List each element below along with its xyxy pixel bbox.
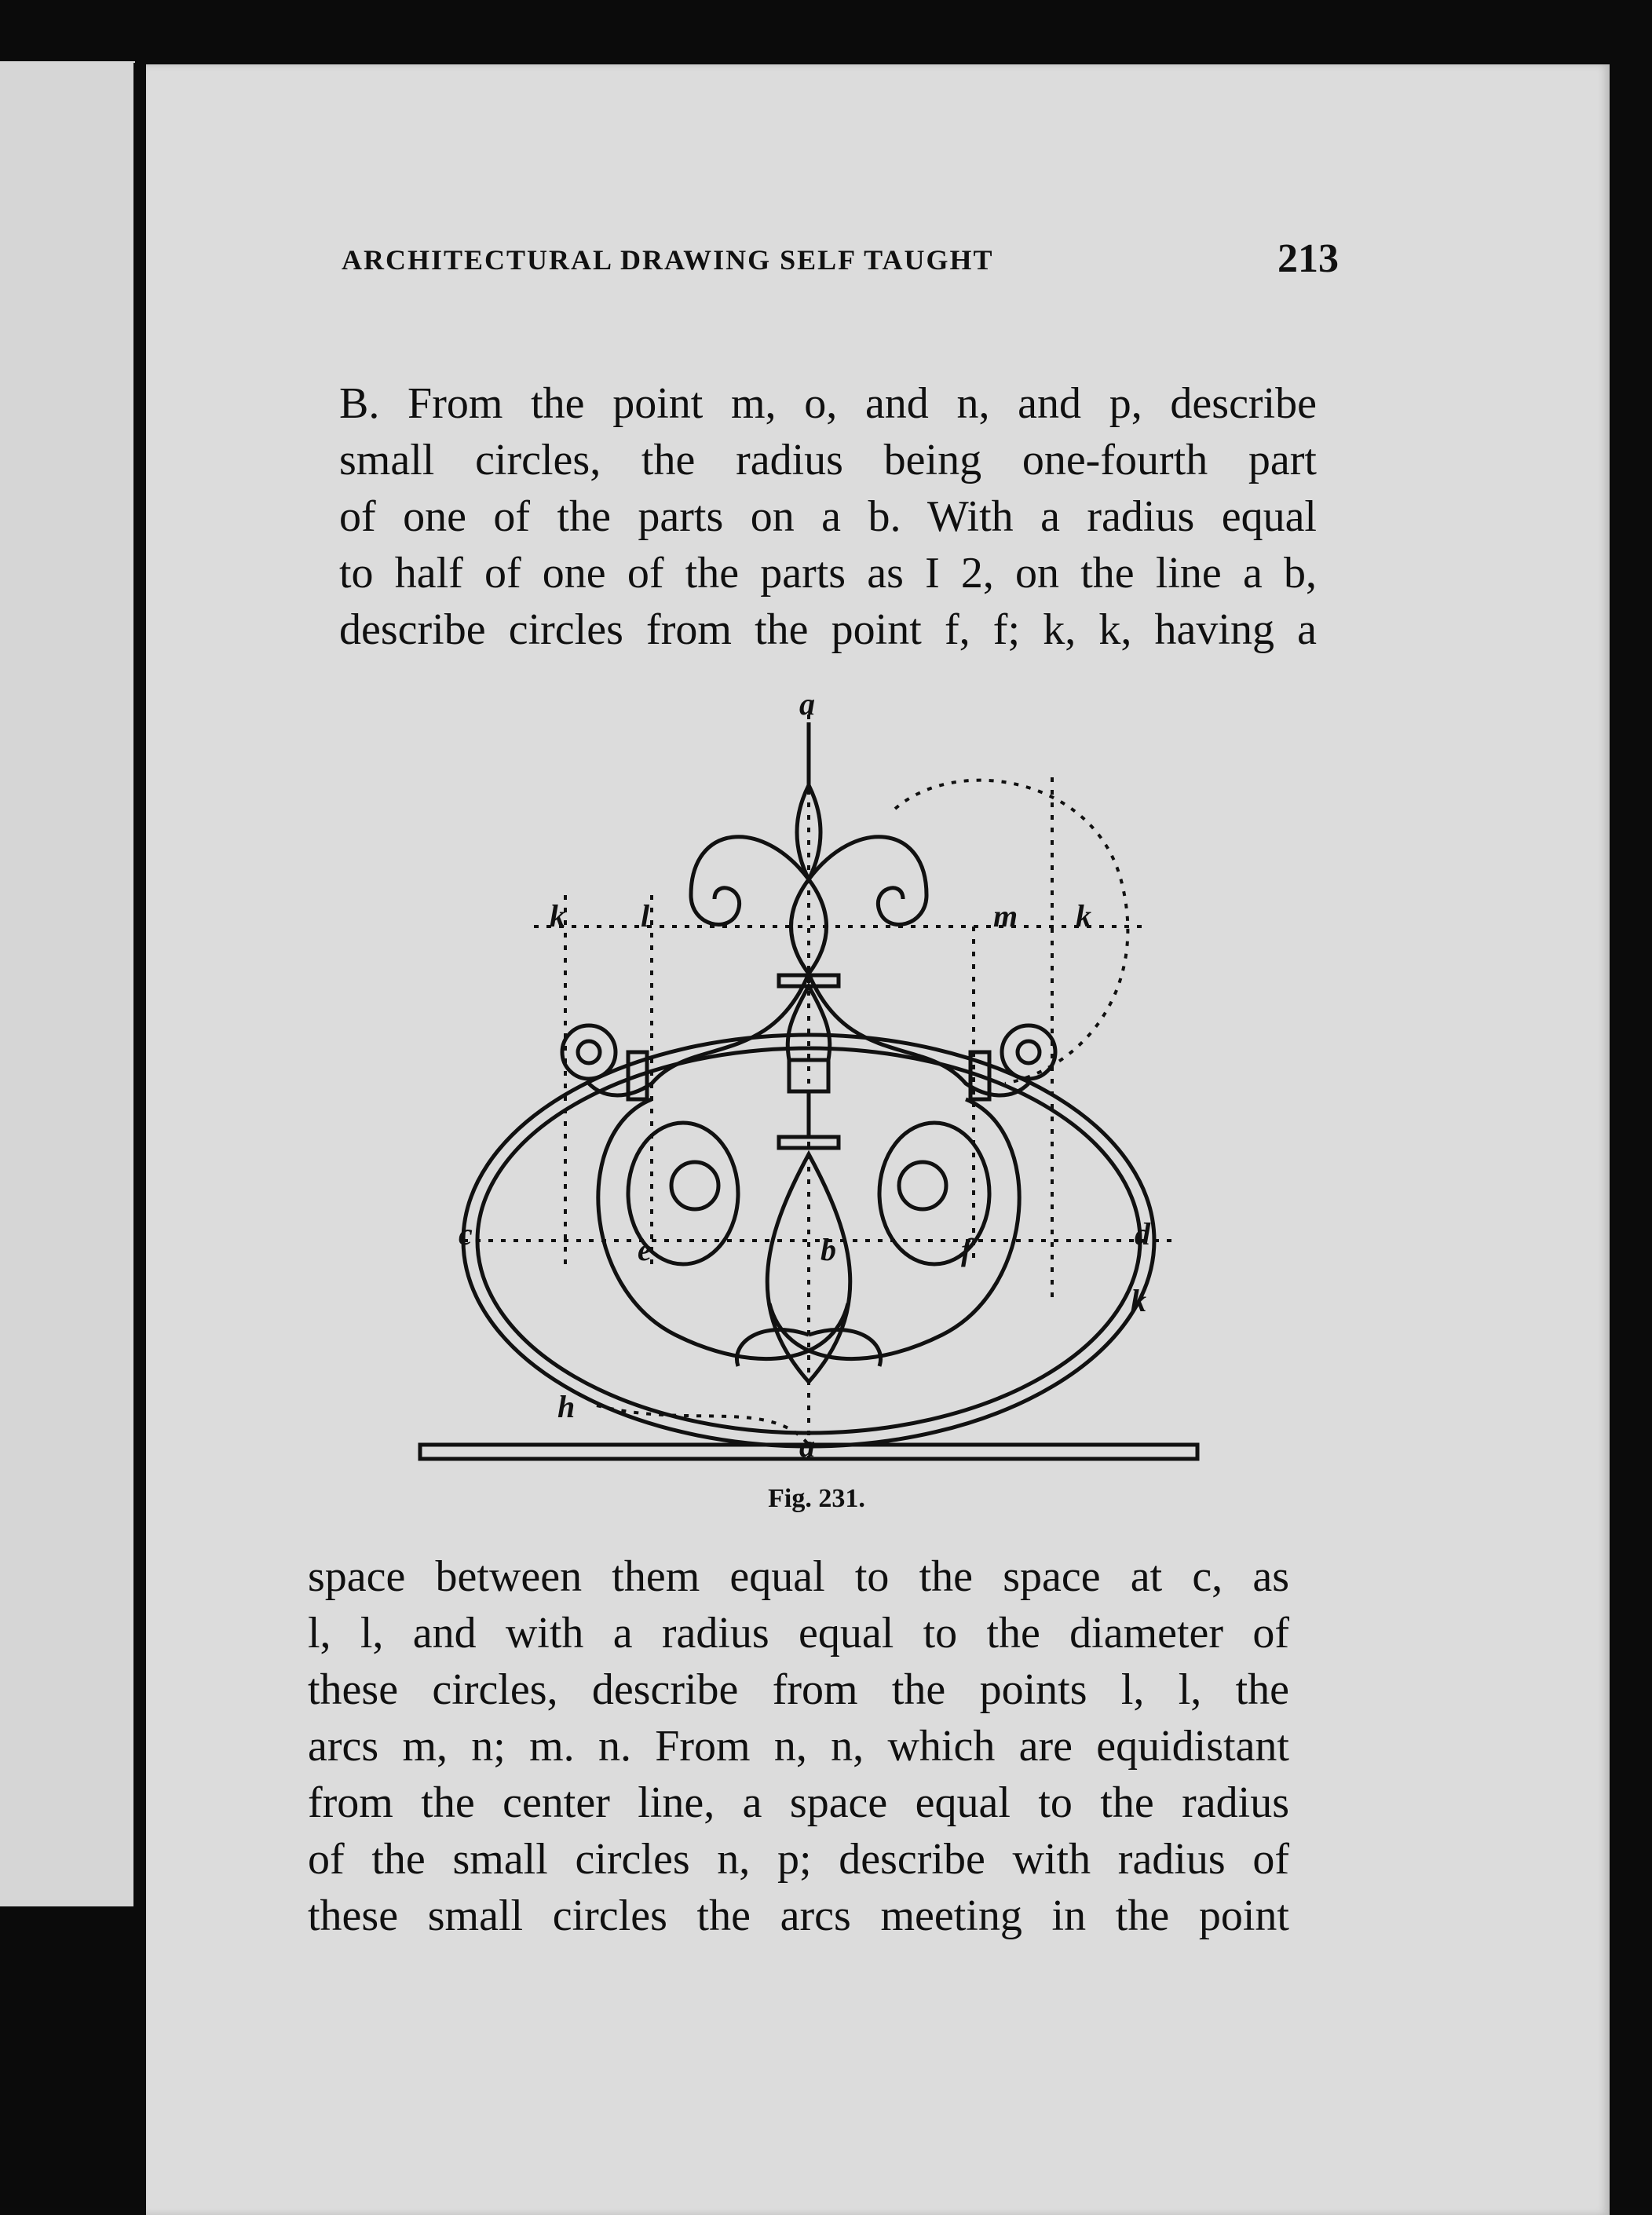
text-line: from the center line, a space equal to the radius (308, 1778, 1289, 1827)
text-line: these small circles the arcs meeting in the point (308, 1892, 1289, 1940)
paragraph-top (339, 375, 1317, 658)
figure-231-ironwork-diagram (393, 691, 1256, 1492)
label-a-top: a (799, 691, 815, 722)
text-line: l, l, and with a radius equal to the diameter of (308, 1609, 1289, 1658)
label-h: h (557, 1389, 576, 1424)
text-line: of the small circles n, p; describe with radius of (308, 1835, 1289, 1884)
running-title: ARCHITECTURAL DRAWING SELF TAUGHT (342, 244, 994, 276)
facing-page-edge (0, 61, 135, 1906)
label-b: b (821, 1232, 836, 1267)
construction-arc-h (597, 1405, 809, 1445)
text-line: arcs m, n; m. n. From n, n, which are equidistant (308, 1722, 1289, 1771)
label-e: e (638, 1232, 652, 1267)
ironwork-drawing (393, 691, 1256, 1492)
running-head (342, 236, 1339, 283)
label-c: c (459, 1216, 473, 1252)
label-m: m (993, 898, 1018, 934)
text-line: B. From the point m, o, and n, and p, describe (339, 379, 1317, 428)
label-k-right: k (1076, 898, 1091, 934)
page-number: 213 (1277, 236, 1339, 281)
label-k-left: k (550, 898, 565, 934)
book-gutter (133, 63, 146, 2026)
text-line: small circles, the radius being one-fourth part (339, 436, 1317, 484)
text-line: space between them equal to the space at c, as (308, 1552, 1289, 1601)
label-k-lower: k (1131, 1283, 1146, 1318)
text-line: these circles, describe from the points l, l, the (308, 1665, 1289, 1714)
figure-caption: Fig. 231. (768, 1484, 865, 1513)
label-l-left: l (641, 898, 650, 934)
text-line: describe circles from the point f, f; k, k, having a (339, 605, 1317, 654)
paragraph-bottom (308, 1548, 1289, 1944)
label-f: f (961, 1232, 972, 1267)
label-d: d (1135, 1216, 1150, 1252)
text-line: to half of one of the parts as I 2, on the line a b, (339, 549, 1317, 598)
text-line: of one of the parts on a b. With a radius equal (339, 492, 1317, 541)
label-a-bottom: a (799, 1428, 815, 1464)
